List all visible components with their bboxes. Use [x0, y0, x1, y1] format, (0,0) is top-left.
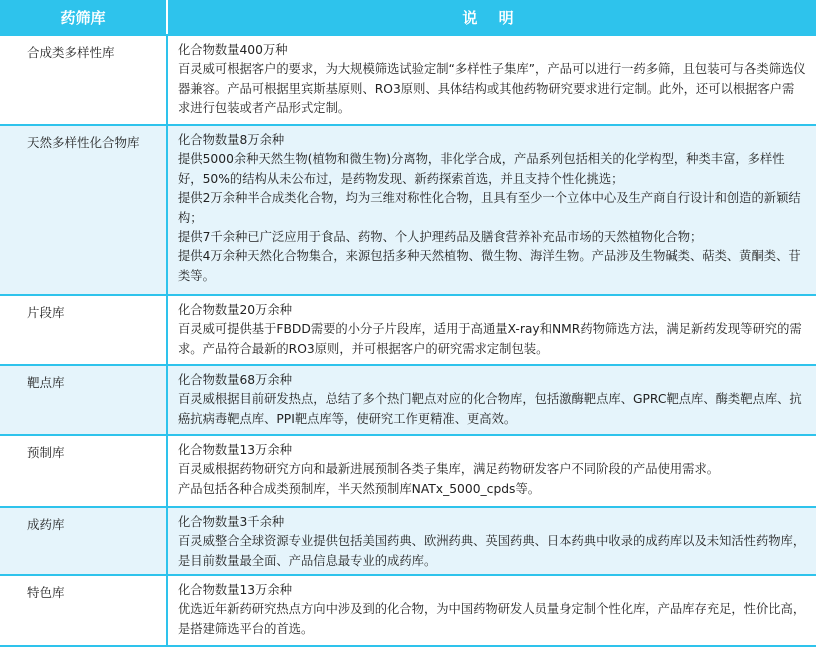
- table-row: [0, 434, 816, 506]
- description-line: 化合物数量68万余种: [178, 373, 293, 387]
- library-description: [168, 508, 816, 574]
- table-row: [0, 364, 816, 434]
- library-description: [168, 576, 816, 645]
- table-row: [0, 34, 816, 124]
- library-name: 成药库: [0, 508, 168, 574]
- library-name: 片段库: [0, 296, 168, 364]
- description-line: 提供7千余种已广泛应用于食品、药物、个人护理药品及膳食营养补充品市场的天然植物化合物；: [178, 230, 703, 245]
- description-line: 百灵威可提供基于FBDD需要的小分子片段库，适用于高通量X-ray和NMR药物筛选方法，满足新药发现等研究的需求。产品符合最新的RO3原则，并可根据客户的研究需求定制包装。: [178, 322, 802, 356]
- description-line: 提供5000余种天然生物(植物和微生物)分离物，非化学合成，产品系列包括相关的化学构型，种类丰富，多样性好，50%的结构从未公布过，是药物发现、新药探索首选，并且支持个性化挑选；: [178, 152, 785, 186]
- description-line: 百灵威整合全球资源专业提供包括美国药典、欧洲药典、英国药典、日本药典中收录的成药库以及未知活性药物库，是目前数量最全面、产品信息最专业的成药库。: [178, 534, 806, 568]
- table-row: [0, 506, 816, 574]
- description-line: 化合物数量13万余种: [178, 583, 293, 597]
- table-row: [0, 294, 816, 364]
- description-line: 化合物数量8万余种: [178, 133, 285, 147]
- description-line: 产品包括各种合成类预制库，半天然预制库NATx_5000_cpds等。: [178, 481, 541, 496]
- library-description: [168, 126, 816, 294]
- library-name: 预制库: [0, 436, 168, 506]
- library-description: [168, 36, 816, 124]
- description-line: 提供4万余种天然化合物集合，来源包括多种天然植物、微生物、海洋生物。产品涉及生物碱类、萜类、黄酮类、苷类等。: [178, 249, 801, 283]
- library-description: [168, 366, 816, 434]
- library-description: [168, 296, 816, 364]
- library-name: 靶点库: [0, 366, 168, 434]
- header-description: 说 明: [462, 8, 522, 27]
- description-line: 百灵威根据药物研究方向和最新进展预制各类子集库，满足药物研发客户不同阶段的产品使用需求。: [178, 462, 720, 477]
- description-line: 化合物数量13万余种: [178, 443, 293, 457]
- table-header: [0, 0, 816, 34]
- table-row: [0, 124, 816, 294]
- table-row: [0, 574, 816, 645]
- description-line: 优选近年新药研究热点方向中涉及到的化合物，为中国药物研发人员量身定制个性化库，产品库存充足，性价比高，是搭建筛选平台的首选。: [178, 602, 806, 636]
- description-line: 化合物数量20万余种: [178, 303, 293, 317]
- description-line: 百灵威根据目前研发热点，总结了多个热门靶点对应的化合物库，包括激酶靶点库、GPRC靶点库、酶类靶点库、抗癌抗病毒靶点库、PPI靶点库等，使研究工作更精准、更高效。: [178, 392, 802, 426]
- description-line: 百灵威可根据客户的要求，为大规模筛选试验定制“多样性子集库”，产品可以进行一药多筛，且包装可与各类筛选仪器兼容。产品可根据里宾斯基原则、RO3原则、具体结构或其他药物研究要求进行定制。此外，还可以根据客户需求进行包装或者产品形式定制。: [178, 62, 806, 116]
- library-description: [168, 436, 816, 506]
- library-name: 特色库: [0, 576, 168, 645]
- library-name: 合成类多样性库: [0, 36, 168, 124]
- description-line: 化合物数量400万种: [178, 43, 288, 57]
- description-line: 化合物数量3千余种: [178, 515, 285, 529]
- description-line: 提供2万余种半合成类化合物，均为三维对称性化合物，且具有至少一个立体中心及生产商自行设计和创造的新颖结构；: [178, 191, 801, 225]
- header-library: 药筛库: [0, 0, 168, 34]
- library-name: 天然多样性化合物库: [0, 126, 168, 294]
